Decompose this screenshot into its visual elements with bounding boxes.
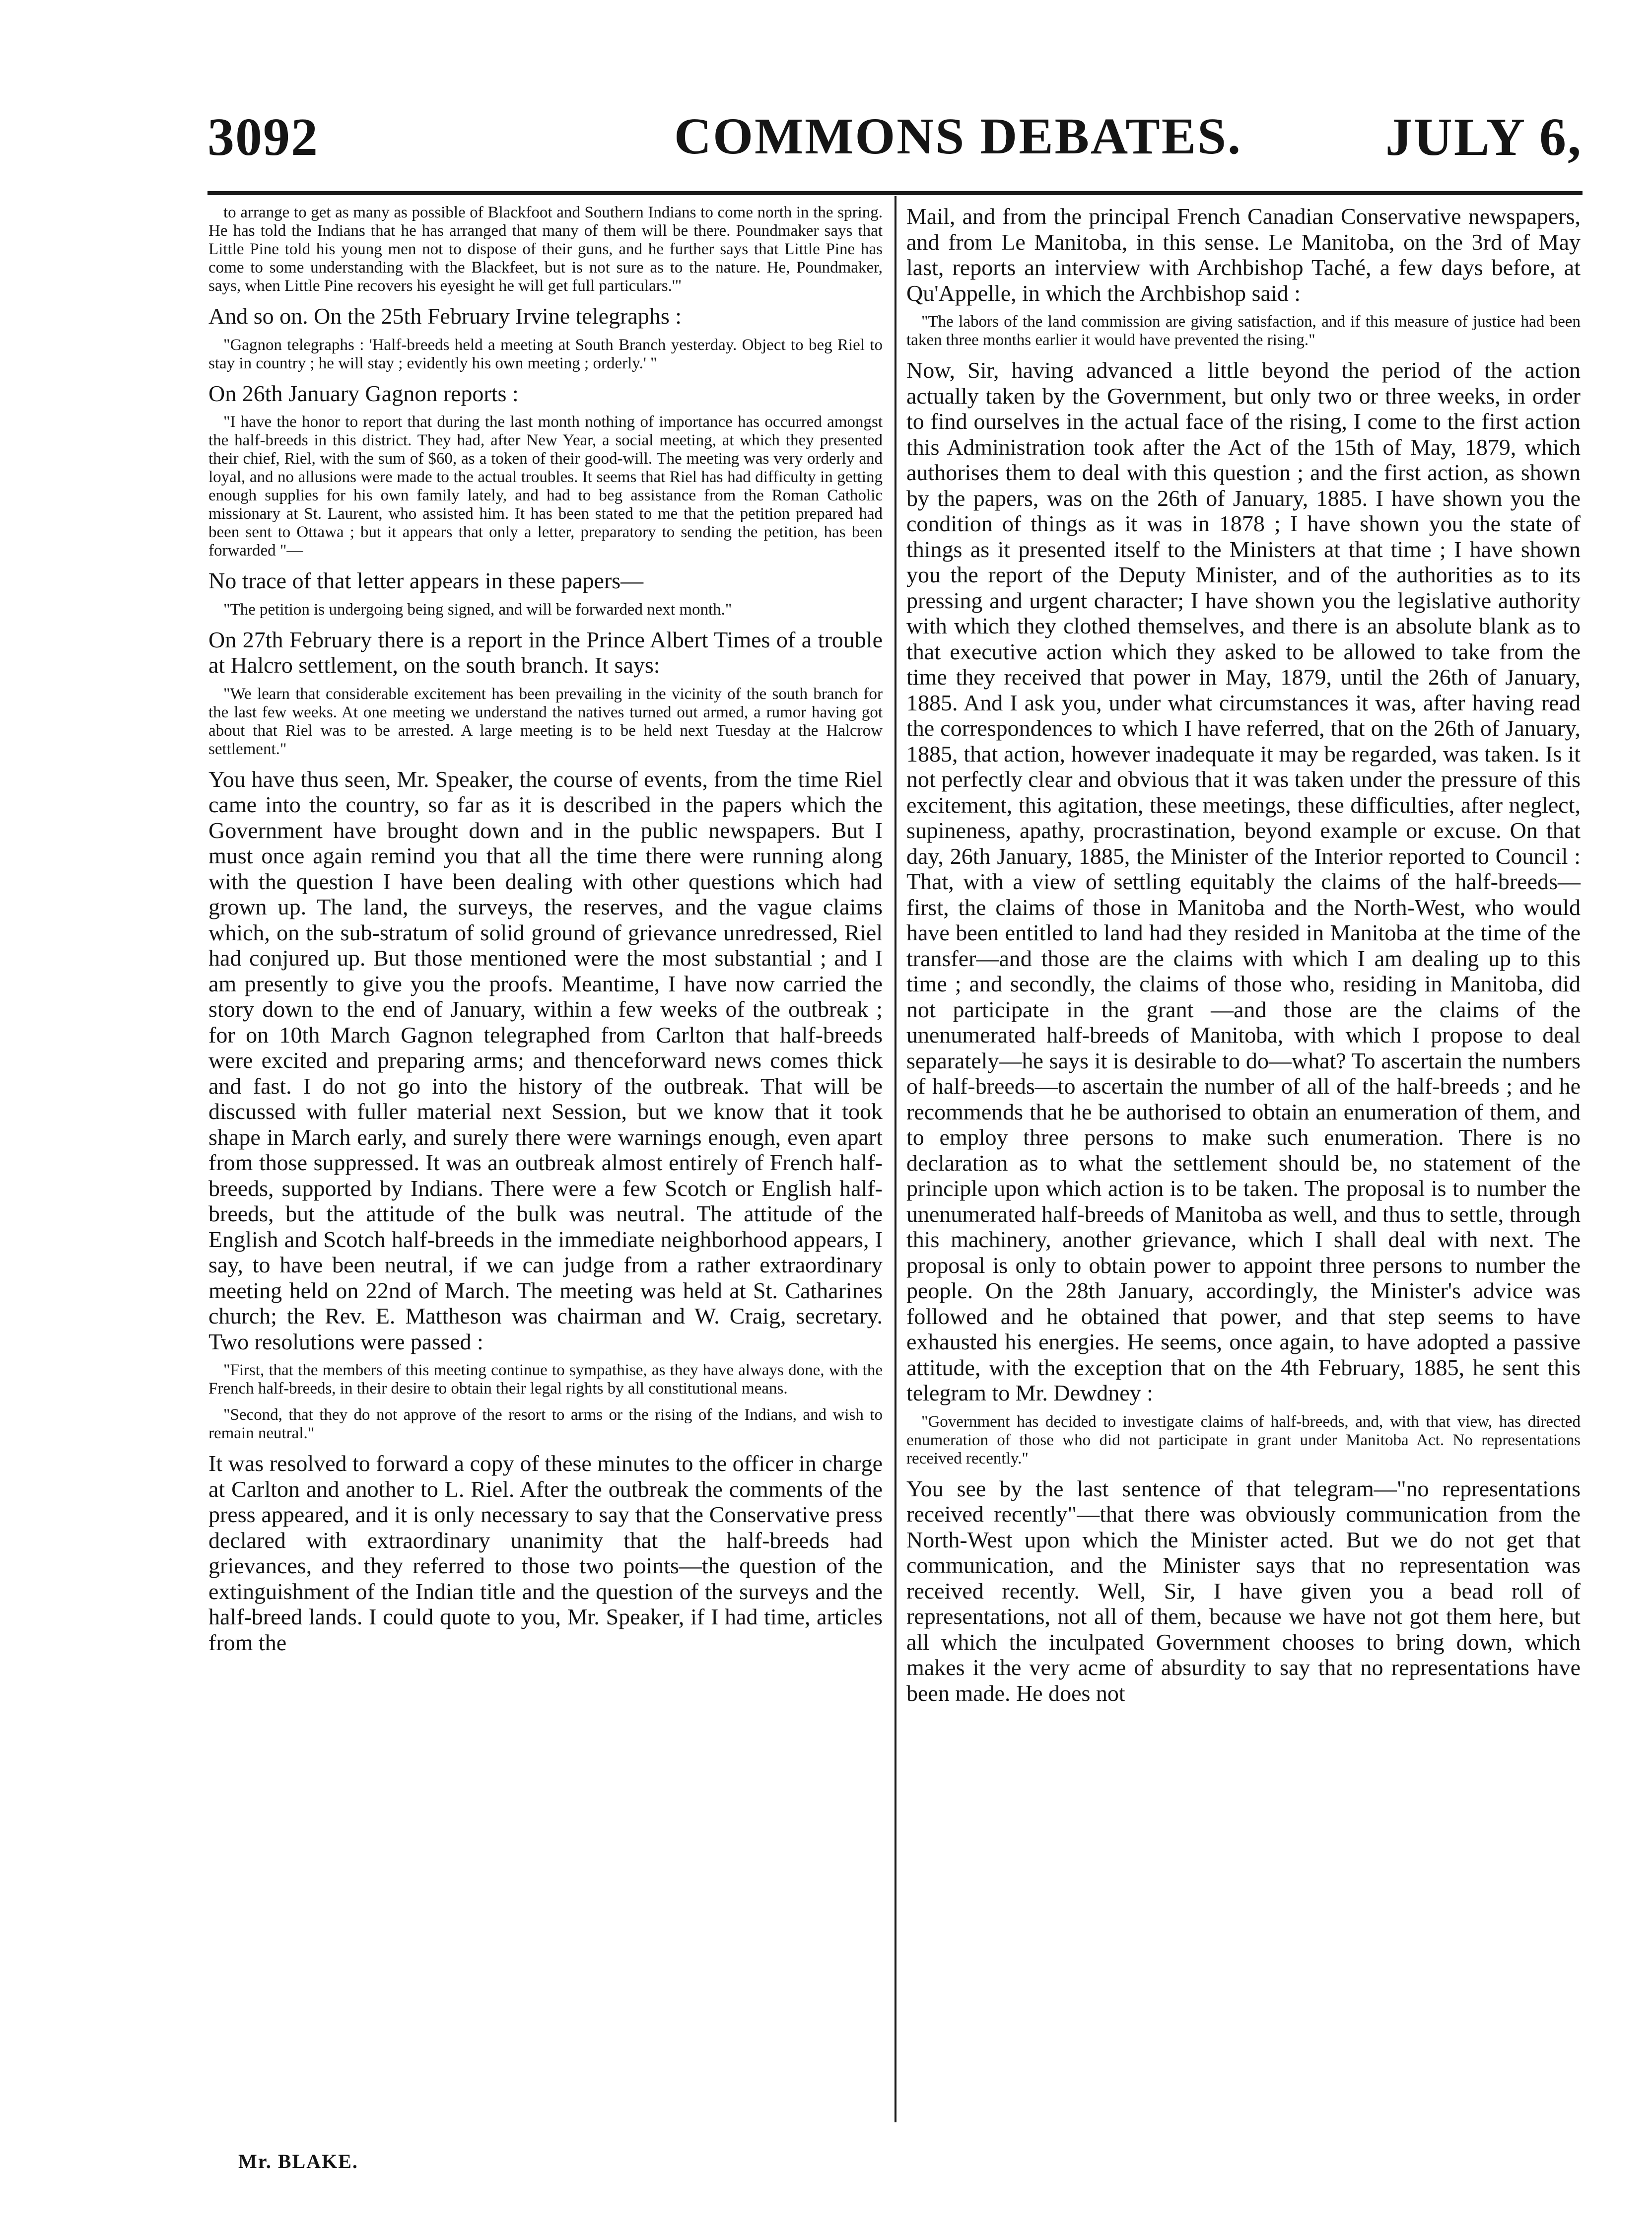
quoted-text: "The petition is undergoing being signed, and will be forwarded next month." xyxy=(223,600,732,619)
quoted-text: "The labors of the land commission are giving satisfaction, and if this measure of justice had been taken three months earlier it would have prevented the rising." xyxy=(906,313,1581,349)
quoted-text: "First, that the members of this meeting continue to sympathise, as they have always done, with the French half-breeds, in their desire to obtain their legal rights by all constitutional means. xyxy=(208,1361,883,1398)
paragraph: On 26th January Gagnon reports : xyxy=(208,380,519,406)
page-title: COMMONS DEBATES. xyxy=(674,108,1242,165)
paragraph: Now, Sir, having advanced a little beyond the period of the action actually taken by the Government, but only two or three weeks, in order to find ourselves in the actual face of the rising, I come to the first action this Administration took after the Act of the 15th of May, 1879, which authorises them to deal with this question ; and the first action, as shown by the papers, was on the 26th of January, 1885. I have shown you the condition of things as it was in 1878 ; I have shown you the state of things as it presented itself to the Ministers at that time ; I have shown you the report of the Deputy Minister, and of the authorities as to its pressing and urgent character; I have shown you the legislative authority with which they clothed themselves, and there is an absolute blank as to that executive action which they asked to be allowed to take from the time they received that power in May, 1879, until the 26th of January, 1885. And I ask you, under what circumstances it was, after having read the correspondences to which I have referred, that on the 26th of January, 1885, that action, however inadequate it may be regarded, was taken. Is it not perfectly clear and obvious that it was taken under the pressure of this excitement, this agitation, these meetings, these difficulties, after neglect, supineness, apathy, procrastination, beyond example or excuse. On that day, 26th January, 1885, the Minister of the Interior reported to Council : That, with a view of settling equitably the claims of the half-breeds—first, the claims of those in Manitoba and the North-West, who would have been entitled to land had they resided in Manitoba at the time of the transfer—and those are the claims with which I am dealing up to this time ; and secondly, the claims of those who, residing in Manitoba, did not participate in the grant —and those are the claims of the unenumerated half-breeds of Manitoba, with which I propose to deal separately—he says it is desirable to do—what? To ascertain the numbers of half-breeds—to ascertain the number of all of the half-breeds ; and he recommends that he be authorised to obtain an enumeration of them, and to employ three persons to make such enumeration. There is no declaration as to what the settlement should be, no statement of the principle upon which action is to be taken. The proposal is to number the unenumerated half-breeds of Manitoba as well, and thus to settle, through this machinery, another grievance, which I shall deal with next. The proposal is only to obtain power to appoint three persons to number the people. On the 28th January, accordingly, the Minister's advice was followed and he obtained that power, and that step seems to have exhausted his energies. He seems, once again, to have adopted a passive attitude, with the exception that on the 4th February, 1885, he sent this telegram to Mr. Dewdney : xyxy=(906,357,1581,1405)
quoted-text: "I have the honor to report that during the last month nothing of importance has occurred amongst the half-breeds in this district. They had, after New Year, a social meeting, at which they presented their chief, Riel, with the sum of $60, as a token of their good-will. The meeting was very orderly and loyal, and no allusions were made to the actual troubles. It seems that Riel has had difficulty in getting enough supplies for his own family lately, and had to beg assistance from the Roman Catholic missionary at St. Laurent, who assisted him. It has been stated to me that the petition prepared had been sent to Ottawa ; but it appears that only a letter, preparatory to sending the petition, has been forwarded "— xyxy=(208,413,883,560)
paragraph: It was resolved to forward a copy of these minutes to the officer in charge at Carlton and another to L. Riel. After the outbreak the comments of the press appeared, and it is only necessary to say that the Conservative press declared with extraordinary unanimity that the half-breeds had grievances, and they referred to those two points—the question of the extinguishment of the Indian title and the question of the surveys and the half-breed lands. I could quote to you, Mr. Speaker, if I had time, articles from the xyxy=(208,1451,883,1655)
page-date: JULY 6, xyxy=(1385,108,1583,167)
page-number: 3092 xyxy=(207,108,319,167)
footer-speaker-name: Mr. BLAKE. xyxy=(238,2150,358,2172)
quoted-text: "Government has decided to investigate claims of half-breeds, and, with that view, has directed enumeration of those who did not participate in grant under Manitoba Act. No representations received recently." xyxy=(906,1412,1581,1468)
right-column xyxy=(906,204,1581,1713)
quoted-text: "We learn that considerable excitement has been prevailing in the vicinity of the south branch for the last few weeks. At one meeting we understand the natives turned out armed, a rumor having got about that Riel was to be arrested. A large meeting is to be held next Tuesday at the Halcrow settlement." xyxy=(208,685,883,758)
page-header xyxy=(207,107,1583,181)
paragraph: And so on. On the 25th February Irvine telegraphs : xyxy=(208,303,682,329)
quoted-text: "Second, that they do not approve of the resort to arms or the rising of the Indians, and wish to remain neutral." xyxy=(208,1406,883,1442)
paragraph: Mail, and from the principal French Canadian Conservative newspapers, and from Le Manitoba, in this sense. Le Manitoba, on the 3rd of May last, reports an interview with Archbishop Taché, a few days before, at Qu'Appelle, in which the Archbishop said : xyxy=(906,204,1581,306)
header-rule xyxy=(207,191,1583,195)
paragraph: You have thus seen, Mr. Speaker, the course of events, from the time Riel came into the country, so far as it is described in the papers which the Government have brought down and in the public newspapers. But I must once again remind you that all the time there were running along with the question I have been dealing with other questions which had grown up. The land, the surveys, the reserves, and the vague claims which, on the sub-stratum of solid ground of grievance unredressed, Riel had conjured up. But those mentioned were the most substantial ; and I am presently to give you the proofs. Meantime, I have now carried the story down to the end of January, within a few weeks of the outbreak ; for on 10th March Gagnon telegraphed from Carlton that half-breeds were excited and preparing arms; and thenceforward news comes thick and fast. I do not go into the history of the outbreak. That will be discussed with fuller material next Session, but we know that it took shape in March early, and surely there were warnings enough, even apart from those suppressed. It was an outbreak almost entirely of French half-breeds, supported by Indians. There were a few Scotch or English half-breeds, but the attitude of the bulk was neutral. The attitude of the English and Scotch half-breeds in the immediate neighborhood appears, I say, to have been neutral, if we can judge from a rather extraordinary meeting held on 22nd of March. The meeting was held at St. Catharines church; the Rev. E. Mattheson was chairman and W. Craig, secretary. Two resolutions were passed : xyxy=(208,766,883,1354)
left-column xyxy=(208,204,883,1662)
paragraph: No trace of that letter appears in these papers— xyxy=(208,568,644,593)
quoted-text: to arrange to get as many as possible of Blackfoot and Southern Indians to come north in the spring. He has told the Indians that he has arranged that many of them will be there. Poundmaker says that Little Pine told his young men not to dispose of their guns, and he further says that Little Pine has come to some understanding with the Blackfeet, but is not sure as to the nature. He, Poundmaker, says, when Little Pine recovers his eyesight he will get full particulars.'" xyxy=(208,204,883,295)
column-divider xyxy=(895,196,896,2122)
paragraph: You see by the last sentence of that telegram—"no representations received recently"—that there was obviously communication from the North-West upon which the Minister acted. But we do not get that communication, and the Minister says that no representation was received recently. Well, Sir, I have given you a bead roll of representations, not all of them, because we have not got them here, but all which the inculpated Government chooses to bring down, which makes it the very acme of absurdity to say that no representations have been made. He does not xyxy=(906,1475,1581,1706)
quoted-text: "Gagnon telegraphs : 'Half-breeds held a meeting at South Branch yesterday. Object to beg Riel to stay in country ; he will stay ; evidently his own meeting ; orderly.' " xyxy=(208,336,883,372)
paragraph: On 27th February there is a report in the Prince Albert Times of a trouble at Halcro settlement, on the south branch. It says: xyxy=(208,627,883,678)
